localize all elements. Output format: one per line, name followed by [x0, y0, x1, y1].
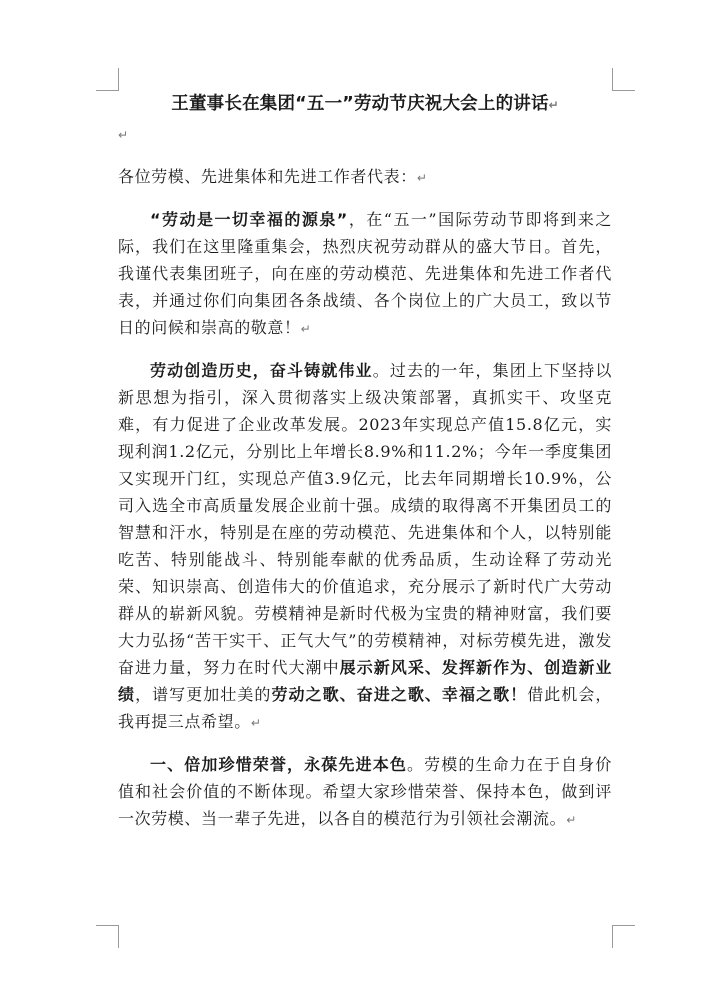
bold-phrase: 展示新风采、发挥新作为、创造新业绩 [118, 658, 612, 704]
document-body[interactable] [118, 88, 612, 834]
page-corner-mark-bottom-right [612, 925, 635, 948]
paragraph-3: 一、倍加珍惜荣誉，永葆先进本色。劳模的生命力在于自身价值和社会价值的不断体现。希望大家珍惜荣誉、保持本色，做到评一次劳模、当一辈子先进，以各自的模范行为引领社会潮流。↵ [118, 755, 612, 828]
paragraph-mark: ↵ [118, 128, 129, 142]
greeting-paragraph: 各位劳模、先进集体和先进工作者代表：↵ [118, 167, 427, 186]
page-corner-mark-top-right [612, 68, 635, 91]
paragraph-mark: ↵ [250, 716, 261, 730]
paragraph-mark: ↵ [566, 813, 577, 827]
page-corner-mark-top-left [96, 68, 119, 91]
bold-heading: 一、倍加珍惜荣誉，永葆先进本色 [150, 755, 407, 774]
bold-phrase: “劳动是一切幸福的源泉” [150, 210, 348, 229]
bold-phrase: 劳动之歌、奋进之歌、幸福之歌！ [271, 685, 528, 704]
page-corner-mark-bottom-left [96, 925, 119, 948]
paragraph-mark: ↵ [548, 98, 559, 112]
paragraph-2: 劳动创造历史，奋斗铸就伟业。过去的一年，集团上下坚持以新思想为指引，深入贯彻落实上级决策部署，真抓实干、攻坚克难，有力促进了企业改革发展。2023年实现总产值15.8亿元，实现利润1.2亿元，分别比上年增长8.9%和11.2%；今年一季度集团又实现开门红，实现总产值3.9亿元，比去年同期增长10.9%，公司入选全市高质量发展企业前十强。成绩的取得离不开集团员工的智慧和汗水，特别是在座的劳动模范、先进集体和个人，以特别能吃苦、特别能战斗、特别能奉献的优秀品质，生动诠释了劳动光荣、知识崇高、创造伟大的价值追求，充分展示了新时代广大劳动群从的崭新风貌。劳模精神是新时代极为宝贵的精神财富，我们要大力弘扬“苦干实干、正气大气”的劳模精神，对标劳模先进，激发奋进力量，努力在时代大潮中展示新风采、发挥新作为、创造新业绩，谱写更加壮美的劳动之歌、奋进之歌、幸福之歌！借此机会，我再提三点希望。↵ [118, 361, 612, 731]
paragraph-1: “劳动是一切幸福的源泉”，在“五一”国际劳动节即将到来之际，我们在这里隆重集会，热烈庆祝劳动群从的盛大节日。首先，我谨代表集团班子，向在座的劳动模范、先进集体和先进工作者代表，并通过你们向集团各条战绩、各个岗位上的广大员工，致以节日的问候和崇高的敬意！↵ [118, 210, 612, 337]
empty-paragraph [118, 121, 612, 147]
paragraph-mark: ↵ [300, 322, 311, 336]
bold-phrase: 劳动创造历史，奋斗铸就伟业 [150, 361, 373, 380]
document-title: 王董事长在集团“五一”劳动节庆祝大会上的讲话↵ [171, 94, 559, 114]
paragraph-mark: ↵ [416, 171, 427, 185]
